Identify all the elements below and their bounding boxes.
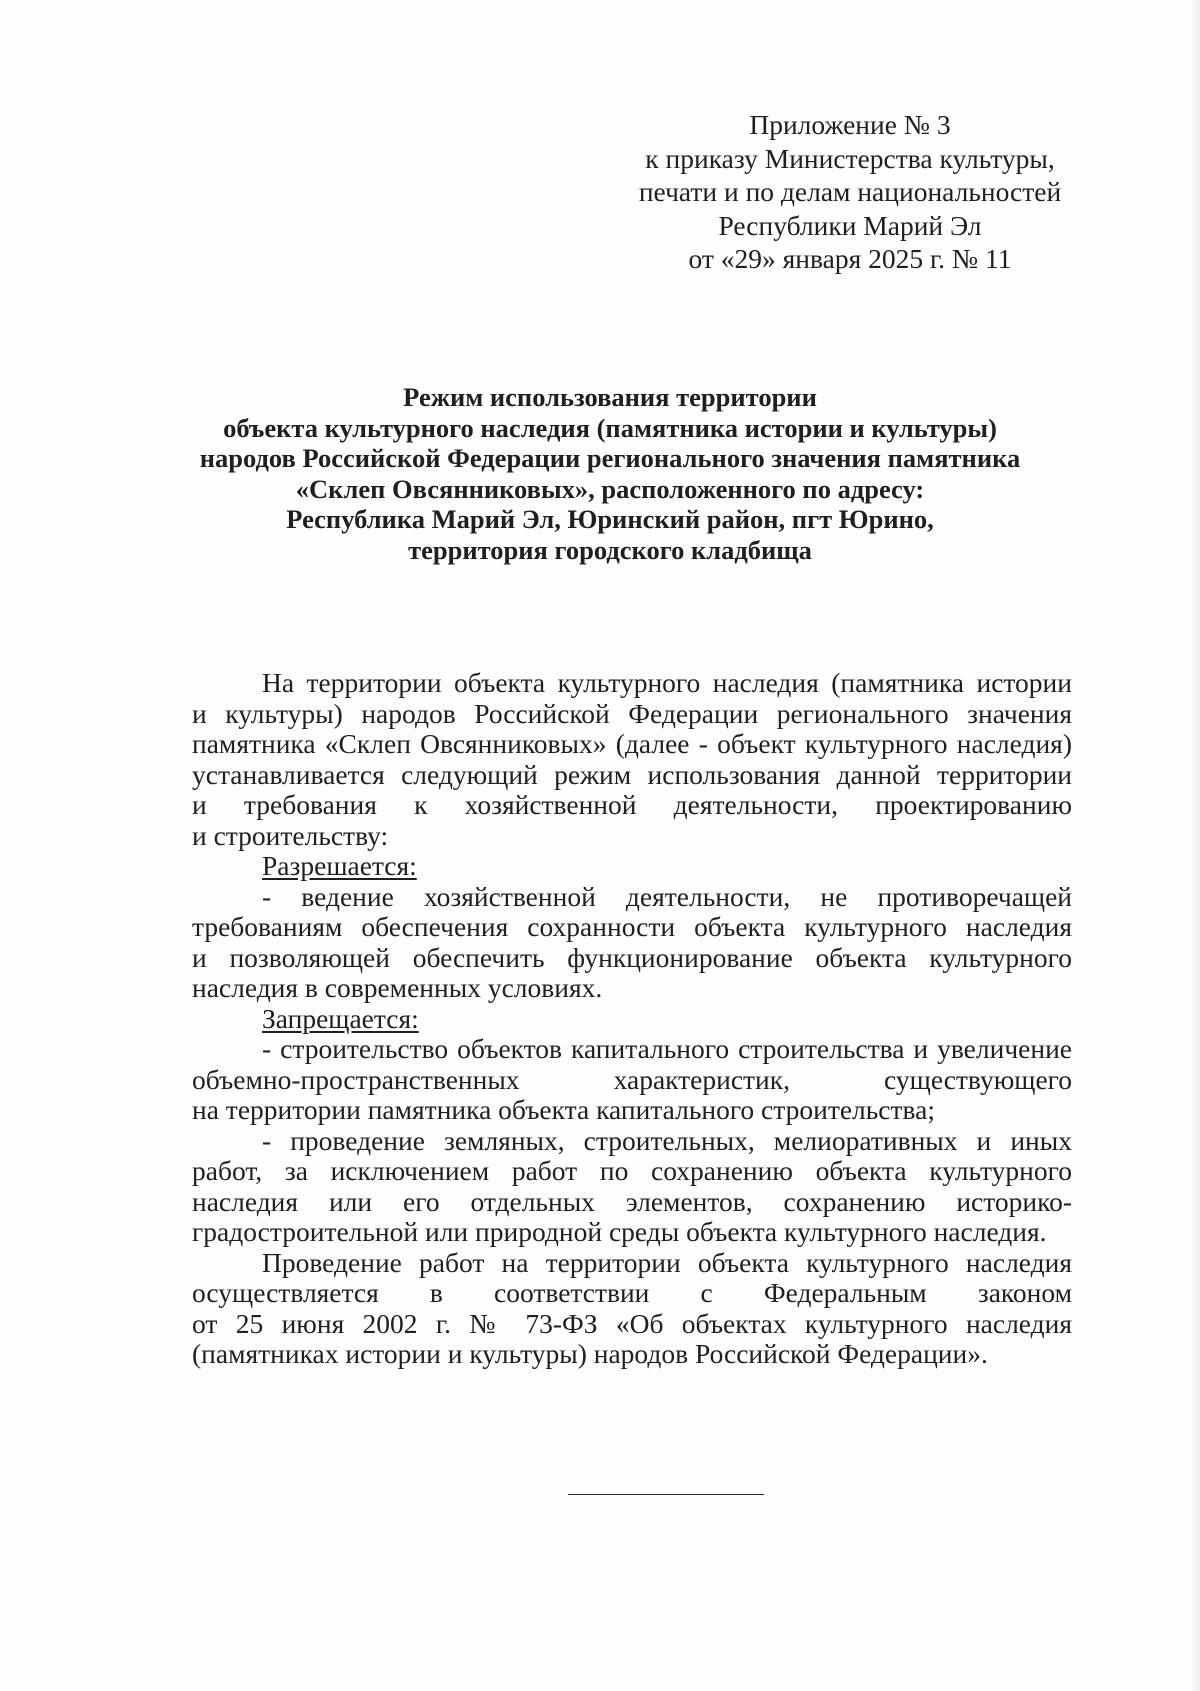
title-line: Республика Марий Эл, Юринский район, пгт Юрино, bbox=[286, 504, 934, 534]
forbidden-item-2-line: - проведение земляных, строительных, мелиоративных и иных bbox=[262, 1124, 1072, 1156]
intro-line: устанавливается следующий режим использования данной территории bbox=[192, 758, 1072, 790]
appendix-ministry-line: печати и по делам национальностей bbox=[638, 176, 1062, 207]
title-line: территория городского кладбища bbox=[408, 534, 812, 565]
forbidden-item-2-line: работ, за исключением работ по сохранению объекта культурного bbox=[192, 1155, 1072, 1186]
appendix-date-line: от «29» января 2025 г. № 11 bbox=[688, 243, 1012, 274]
end-divider bbox=[568, 1494, 764, 1495]
closing-line: (памятниках истории и культуры) народов Российской Федерации». bbox=[192, 1338, 988, 1369]
forbidden-item-2-line: градостроительной или природной среды объекта культурного наследия. bbox=[192, 1216, 1047, 1247]
appendix-order-line: к приказу Министерства культуры, bbox=[645, 142, 1055, 174]
title-line: объекта культурного наследия (памятника истории и культуры) bbox=[223, 412, 997, 443]
intro-line: памятника «Склеп Овсянниковых» (далее - объект культурного наследия) bbox=[192, 728, 1072, 759]
forbidden-item-1-line: - строительство объектов капитального строительства и увеличение bbox=[262, 1033, 1072, 1064]
appendix-number: Приложение № 3 bbox=[749, 109, 951, 140]
document-body bbox=[192, 668, 1072, 1370]
forbidden-heading bbox=[192, 1004, 1072, 1035]
page-edge bbox=[1190, 0, 1200, 1691]
intro-line: и требования к хозяйственной деятельности, проектированию bbox=[192, 789, 1072, 820]
title-line: народов Российской Федерации регионального значения памятника bbox=[199, 443, 1021, 473]
appendix-republic-line: Республики Марий Эл bbox=[718, 209, 982, 241]
allowed-line: и позволяющей обеспечить функционирование объекта культурного bbox=[192, 941, 1072, 973]
title-line: Режим использования территории bbox=[403, 382, 817, 412]
title-line: «Склеп Овсянниковых», расположенного по адресу: bbox=[295, 473, 925, 504]
forbidden-item-2-line: наследия или его отдельных элементов, сохранению историко- bbox=[192, 1185, 1072, 1217]
appendix-header bbox=[600, 108, 1100, 276]
closing-line: Проведение работ на территории объекта культурного наследия bbox=[262, 1246, 1072, 1278]
allowed-line: наследия в современных условиях. bbox=[192, 972, 603, 1003]
allowed-line: - ведение хозяйственной деятельности, не противоречащей bbox=[262, 880, 1072, 912]
forbidden-item-1-line: на территории памятника объекта капитального строительства; bbox=[192, 1094, 935, 1125]
allowed-heading bbox=[192, 851, 1072, 882]
allowed-heading-text: Разрешается: bbox=[262, 850, 417, 881]
closing-line: от 25 июня 2002 г. № 73-ФЗ «Об объектах культурного наследия bbox=[192, 1307, 1072, 1339]
allowed-line: требованиям обеспечения сохранности объекта культурного наследия bbox=[192, 911, 1072, 942]
forbidden-item-1-line: объемно-пространственных характеристик, существующего bbox=[192, 1063, 1072, 1095]
forbidden-heading-text: Запрещается: bbox=[262, 1002, 419, 1034]
intro-line: На территории объекта культурного наследия (памятника истории bbox=[262, 667, 1072, 698]
document-title bbox=[150, 382, 1070, 565]
intro-line: и строительству: bbox=[192, 819, 389, 851]
intro-line: и культуры) народов Российской Федерации регионального значения bbox=[192, 697, 1072, 729]
closing-line: осуществляется в соответствии с Федеральным законом bbox=[192, 1277, 1072, 1308]
